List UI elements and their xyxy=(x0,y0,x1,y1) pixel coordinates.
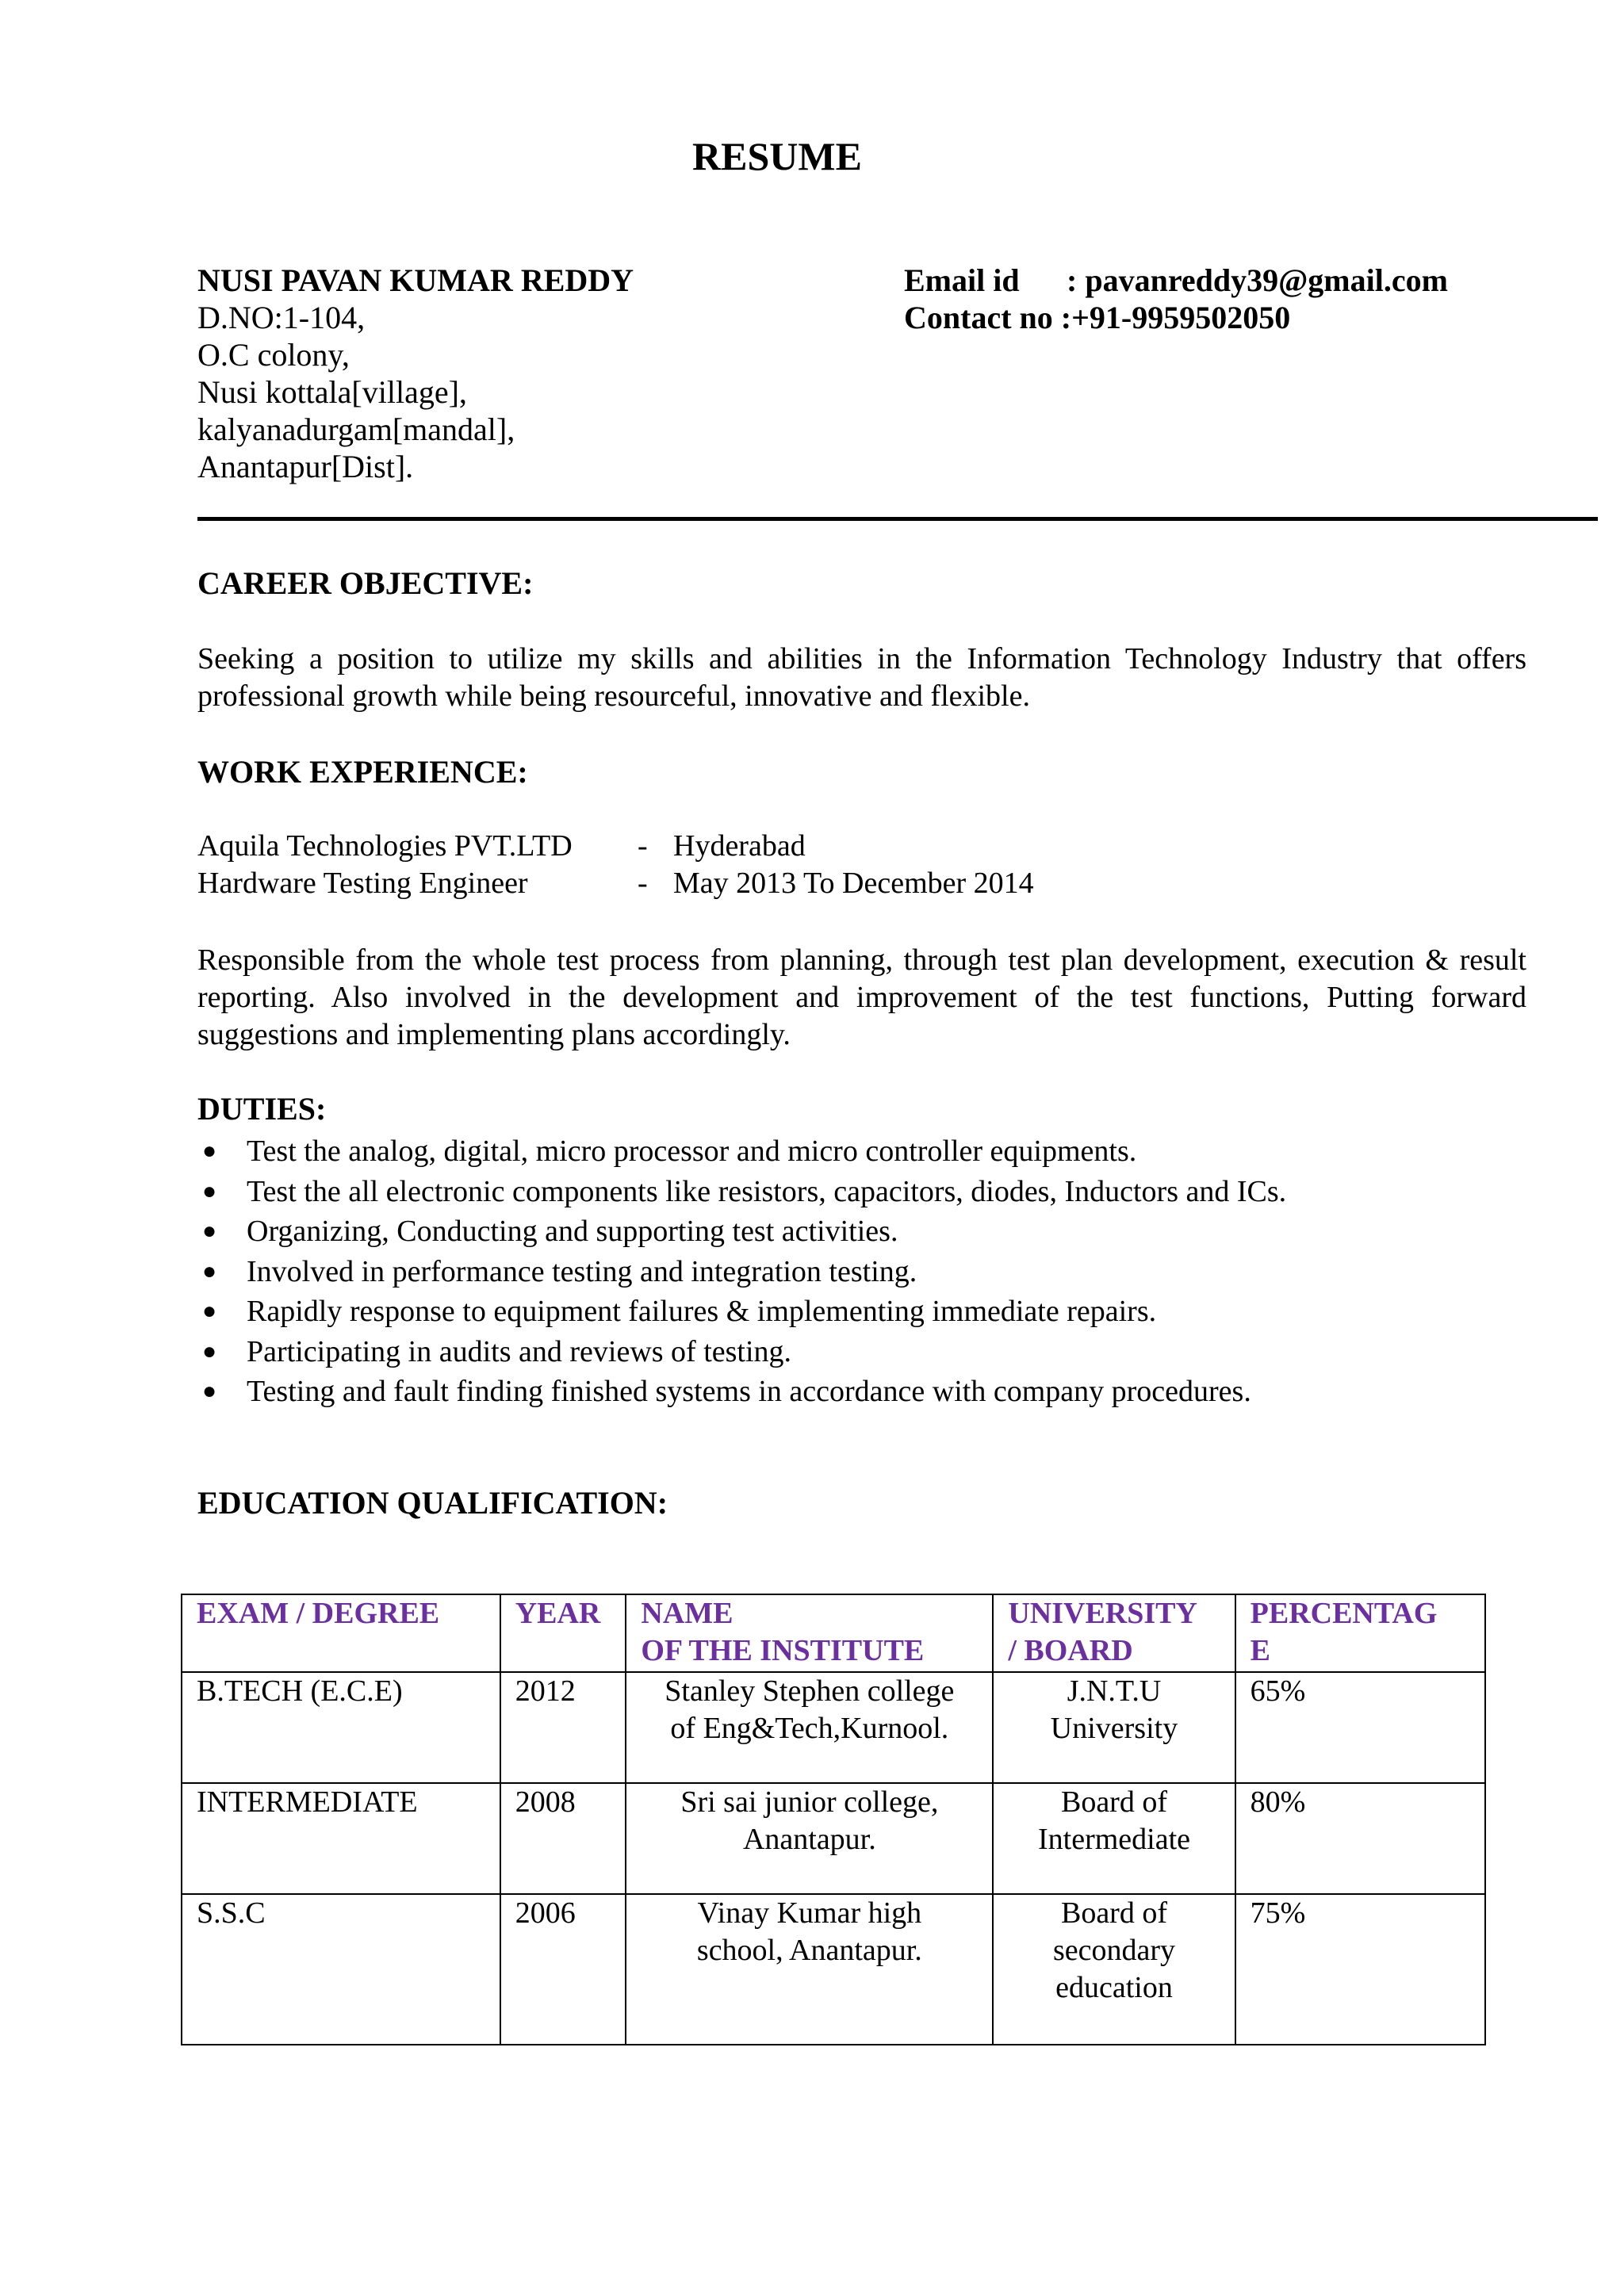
university-cell: Board of secondary education xyxy=(993,1894,1235,2045)
duties-heading: DUTIES: xyxy=(197,1091,327,1127)
list-item: ● Test the analog, digital, micro processor and micro controller equipments. xyxy=(197,1131,1286,1172)
percentage-cell: 75% xyxy=(1235,1894,1485,2045)
table-row xyxy=(182,1672,1485,1783)
phone-row xyxy=(904,299,1448,336)
education-heading: EDUCATION QUALIFICATION: xyxy=(197,1485,668,1521)
phone-value: :+91-9959502050 xyxy=(1060,300,1291,335)
company-location: Hyderabad xyxy=(673,829,806,863)
address-line: D.NO:1-104, xyxy=(197,300,366,335)
institute-cell: Stanley Stephen college of Eng&Tech,Kurnool. xyxy=(626,1672,993,1783)
institute-cell: Sri sai junior college, Anantapur. xyxy=(626,1783,993,1894)
year-cell: 2006 xyxy=(500,1894,626,2045)
page-title: RESUME xyxy=(692,134,862,178)
column-header-institute: NAME OF THE INSTITUTE xyxy=(626,1594,993,1672)
experience-company-row xyxy=(197,828,806,865)
bullet-icon: ● xyxy=(202,1257,217,1284)
experience-role-row xyxy=(197,865,1034,902)
header-divider xyxy=(197,517,1598,521)
university-cell: Board of Intermediate xyxy=(993,1783,1235,1894)
column-header-university: UNIVERSITY / BOARD xyxy=(993,1594,1235,1672)
dash: - xyxy=(638,829,648,863)
address-line: Nusi kottala[village], xyxy=(197,374,467,410)
university-cell: J.N.T.U University xyxy=(993,1672,1235,1783)
work-experience-heading: WORK EXPERIENCE: xyxy=(197,754,528,790)
phone-label: Contact no xyxy=(904,300,1053,335)
exam-cell: B.TECH (E.C.E) xyxy=(182,1672,500,1783)
address-line: kalyanadurgam[mandal], xyxy=(197,411,515,447)
job-duration: May 2013 To December 2014 xyxy=(673,867,1034,900)
bullet-icon: ● xyxy=(202,1337,217,1364)
bullet-icon: ● xyxy=(202,1138,217,1164)
list-item: ● Test the all electronic components like resistors, capacitors, diodes, Inductors and ICs. xyxy=(197,1172,1286,1212)
experience-description: Responsible from the whole test process from planning, through test plan development, execution & result reporting. Also involved in the development and improvement of the test functions, Putting forward suggestions and implementing plans accordingly. xyxy=(197,943,1526,1051)
year-cell: 2008 xyxy=(500,1783,626,1894)
table-header-row xyxy=(182,1594,1485,1672)
column-header-year: YEAR xyxy=(500,1594,626,1672)
column-header-percentage: PERCENTAG E xyxy=(1235,1594,1485,1672)
company-name: Aquila Technologies PVT.LTD xyxy=(197,829,573,863)
percentage-cell: 80% xyxy=(1235,1783,1485,1894)
institute-cell: Vinay Kumar high school, Anantapur. xyxy=(626,1894,993,2045)
candidate-name: NUSI PAVAN KUMAR REDDY xyxy=(197,262,634,298)
list-item: ● Participating in audits and reviews of testing. xyxy=(197,1332,1286,1372)
bullet-icon: ● xyxy=(202,1218,217,1244)
bullet-icon: ● xyxy=(202,1177,217,1204)
list-item: ● Rapidly response to equipment failures & implementing immediate repairs. xyxy=(197,1292,1286,1332)
education-table xyxy=(181,1594,1486,2045)
address-line: Anantapur[Dist]. xyxy=(197,449,414,484)
email-label: Email id xyxy=(904,262,1020,298)
exam-cell: INTERMEDIATE xyxy=(182,1783,500,1894)
percentage-cell: 65% xyxy=(1235,1672,1485,1783)
bullet-icon: ● xyxy=(202,1298,217,1324)
exam-cell: S.S.C xyxy=(182,1894,500,2045)
candidate-address-block xyxy=(197,262,634,485)
duties-list xyxy=(197,1131,1286,1412)
email-value: : pavanreddy39@gmail.com xyxy=(1067,262,1448,298)
bullet-icon: ● xyxy=(202,1378,217,1404)
year-cell: 2012 xyxy=(500,1672,626,1783)
list-item: ● Involved in performance testing and integration testing. xyxy=(197,1252,1286,1292)
address-line: O.C colony, xyxy=(197,337,350,373)
email-row xyxy=(904,262,1448,299)
career-objective-heading: CAREER OBJECTIVE: xyxy=(197,565,534,601)
table-row xyxy=(182,1783,1485,1894)
dash: - xyxy=(638,867,648,900)
list-item: ● Organizing, Conducting and supporting test activities. xyxy=(197,1211,1286,1252)
career-objective-text: Seeking a position to utilize my skills and abilities in the Information Technology Industry that offers professional growth while being resourceful, innovative and flexible. xyxy=(197,642,1526,713)
list-item: ● Testing and fault finding finished systems in accordance with company procedures. xyxy=(197,1372,1286,1412)
table-row xyxy=(182,1894,1485,2045)
job-title: Hardware Testing Engineer xyxy=(197,867,528,900)
contact-block xyxy=(904,262,1448,336)
column-header-exam: EXAM / DEGREE xyxy=(182,1594,500,1672)
